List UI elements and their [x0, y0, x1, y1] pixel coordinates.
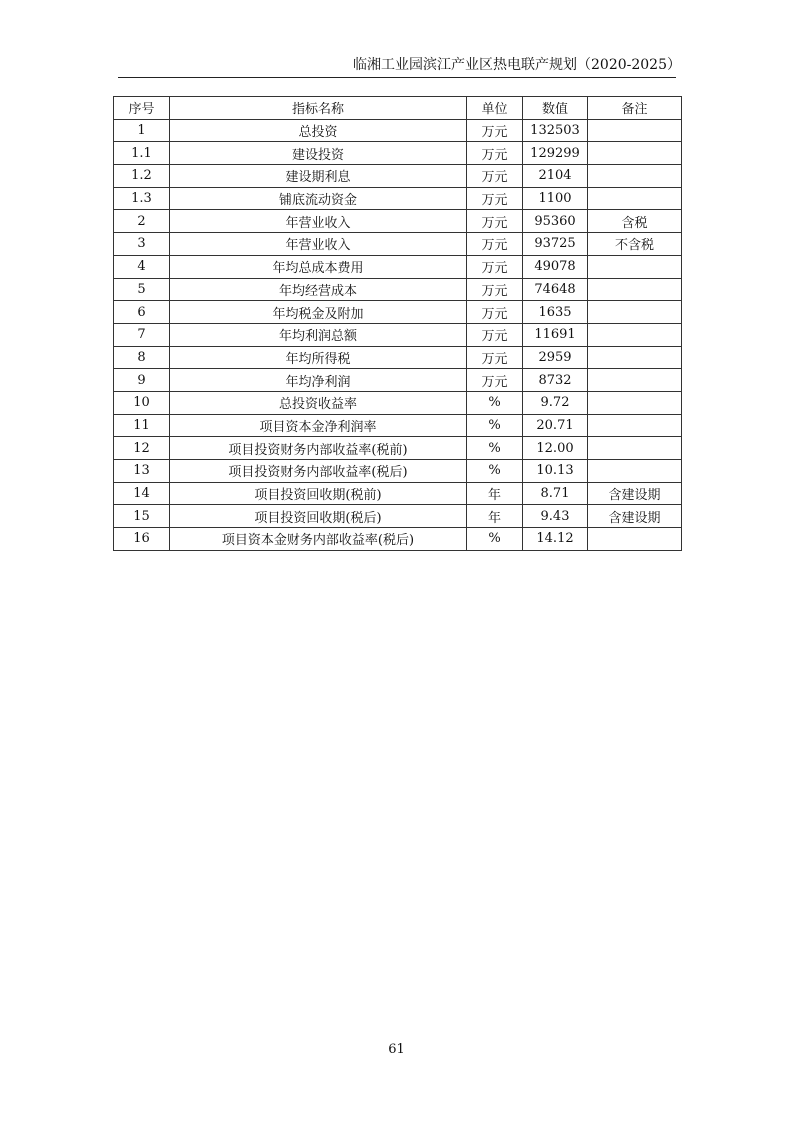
cell-unit: 万元 [467, 119, 523, 142]
cell-remark: 不含税 [588, 233, 682, 256]
cell-unit: % [467, 437, 523, 460]
cell-remark [588, 369, 682, 392]
cell-unit: % [467, 460, 523, 483]
cell-name: 年均税金及附加 [170, 301, 467, 324]
cell-remark [588, 528, 682, 551]
cell-remark [588, 391, 682, 414]
cell-value: 9.43 [523, 505, 588, 528]
cell-name: 铺底流动资金 [170, 187, 467, 210]
cell-name: 项目投资回收期(税后) [170, 505, 467, 528]
table-row [114, 482, 682, 505]
cell-remark [588, 414, 682, 437]
cell-unit: 万元 [467, 301, 523, 324]
table-row [114, 165, 682, 188]
cell-value: 20.71 [523, 414, 588, 437]
column-header-unit: 单位 [467, 97, 523, 120]
table-row [114, 505, 682, 528]
document-header-title: 临湘工业园滨江产业区热电联产规划（2020-2025） [353, 57, 681, 73]
cell-seq: 13 [114, 460, 170, 483]
cell-value: 49078 [523, 255, 588, 278]
financial-indicators-table [113, 96, 682, 551]
cell-unit: 万元 [467, 165, 523, 188]
cell-unit: 年 [467, 505, 523, 528]
cell-value: 2959 [523, 346, 588, 369]
cell-remark [588, 346, 682, 369]
cell-value: 93725 [523, 233, 588, 256]
cell-unit: % [467, 414, 523, 437]
table-row [114, 437, 682, 460]
cell-seq: 16 [114, 528, 170, 551]
cell-remark [588, 278, 682, 301]
cell-remark [588, 119, 682, 142]
cell-unit: 万元 [467, 346, 523, 369]
cell-name: 总投资收益率 [170, 391, 467, 414]
table-row [114, 278, 682, 301]
cell-value: 2104 [523, 165, 588, 188]
table-row [114, 391, 682, 414]
cell-name: 总投资 [170, 119, 467, 142]
cell-name: 项目投资财务内部收益率(税前) [170, 437, 467, 460]
cell-seq: 7 [114, 323, 170, 346]
cell-name: 建设投资 [170, 142, 467, 165]
cell-seq: 14 [114, 482, 170, 505]
cell-name: 年均所得税 [170, 346, 467, 369]
table-row [114, 255, 682, 278]
table-row [114, 233, 682, 256]
cell-name: 年均利润总额 [170, 323, 467, 346]
cell-unit: 万元 [467, 278, 523, 301]
cell-unit: 万元 [467, 142, 523, 165]
cell-seq: 12 [114, 437, 170, 460]
column-header-seq: 序号 [114, 97, 170, 120]
cell-value: 8.71 [523, 482, 588, 505]
cell-seq: 1 [114, 119, 170, 142]
cell-unit: % [467, 391, 523, 414]
table-row [114, 460, 682, 483]
cell-seq: 1.2 [114, 165, 170, 188]
column-header-remark: 备注 [588, 97, 682, 120]
cell-name: 年均净利润 [170, 369, 467, 392]
cell-seq: 1.1 [114, 142, 170, 165]
cell-seq: 2 [114, 210, 170, 233]
table-row [114, 119, 682, 142]
cell-seq: 5 [114, 278, 170, 301]
cell-name: 年营业收入 [170, 233, 467, 256]
table-row [114, 301, 682, 324]
cell-seq: 1.3 [114, 187, 170, 210]
cell-seq: 11 [114, 414, 170, 437]
table-row [114, 346, 682, 369]
cell-value: 95360 [523, 210, 588, 233]
table-row [114, 323, 682, 346]
table-header-row [114, 97, 682, 120]
column-header-value: 数值 [523, 97, 588, 120]
cell-value: 10.13 [523, 460, 588, 483]
cell-value: 11691 [523, 323, 588, 346]
cell-remark [588, 142, 682, 165]
cell-unit: 万元 [467, 187, 523, 210]
cell-remark [588, 437, 682, 460]
cell-value: 8732 [523, 369, 588, 392]
cell-seq: 8 [114, 346, 170, 369]
table-row [114, 369, 682, 392]
cell-remark: 含建设期 [588, 505, 682, 528]
cell-value: 132503 [523, 119, 588, 142]
cell-unit: 万元 [467, 369, 523, 392]
table-row [114, 187, 682, 210]
cell-remark [588, 255, 682, 278]
cell-value: 12.00 [523, 437, 588, 460]
cell-remark [588, 323, 682, 346]
cell-value: 74648 [523, 278, 588, 301]
cell-seq: 15 [114, 505, 170, 528]
cell-name: 年均总成本费用 [170, 255, 467, 278]
cell-unit: 万元 [467, 323, 523, 346]
table-row [114, 210, 682, 233]
cell-name: 建设期利息 [170, 165, 467, 188]
cell-name: 年营业收入 [170, 210, 467, 233]
cell-seq: 4 [114, 255, 170, 278]
table-row [114, 414, 682, 437]
cell-remark [588, 165, 682, 188]
cell-value: 9.72 [523, 391, 588, 414]
cell-seq: 3 [114, 233, 170, 256]
page-number: 61 [388, 1042, 405, 1057]
table-row [114, 142, 682, 165]
cell-remark [588, 301, 682, 324]
cell-unit: 万元 [467, 233, 523, 256]
cell-remark [588, 460, 682, 483]
cell-name: 项目资本金净利润率 [170, 414, 467, 437]
header-divider [118, 77, 676, 78]
cell-seq: 10 [114, 391, 170, 414]
cell-seq: 9 [114, 369, 170, 392]
cell-name: 年均经营成本 [170, 278, 467, 301]
cell-unit: 年 [467, 482, 523, 505]
cell-remark [588, 187, 682, 210]
cell-name: 项目投资财务内部收益率(税后) [170, 460, 467, 483]
column-header-name: 指标名称 [170, 97, 467, 120]
cell-remark: 含税 [588, 210, 682, 233]
cell-unit: % [467, 528, 523, 551]
table-row [114, 528, 682, 551]
cell-seq: 6 [114, 301, 170, 324]
cell-unit: 万元 [467, 210, 523, 233]
cell-value: 1635 [523, 301, 588, 324]
cell-remark: 含建设期 [588, 482, 682, 505]
cell-value: 14.12 [523, 528, 588, 551]
cell-unit: 万元 [467, 255, 523, 278]
cell-value: 1100 [523, 187, 588, 210]
cell-name: 项目资本金财务内部收益率(税后) [170, 528, 467, 551]
cell-value: 129299 [523, 142, 588, 165]
cell-name: 项目投资回收期(税前) [170, 482, 467, 505]
